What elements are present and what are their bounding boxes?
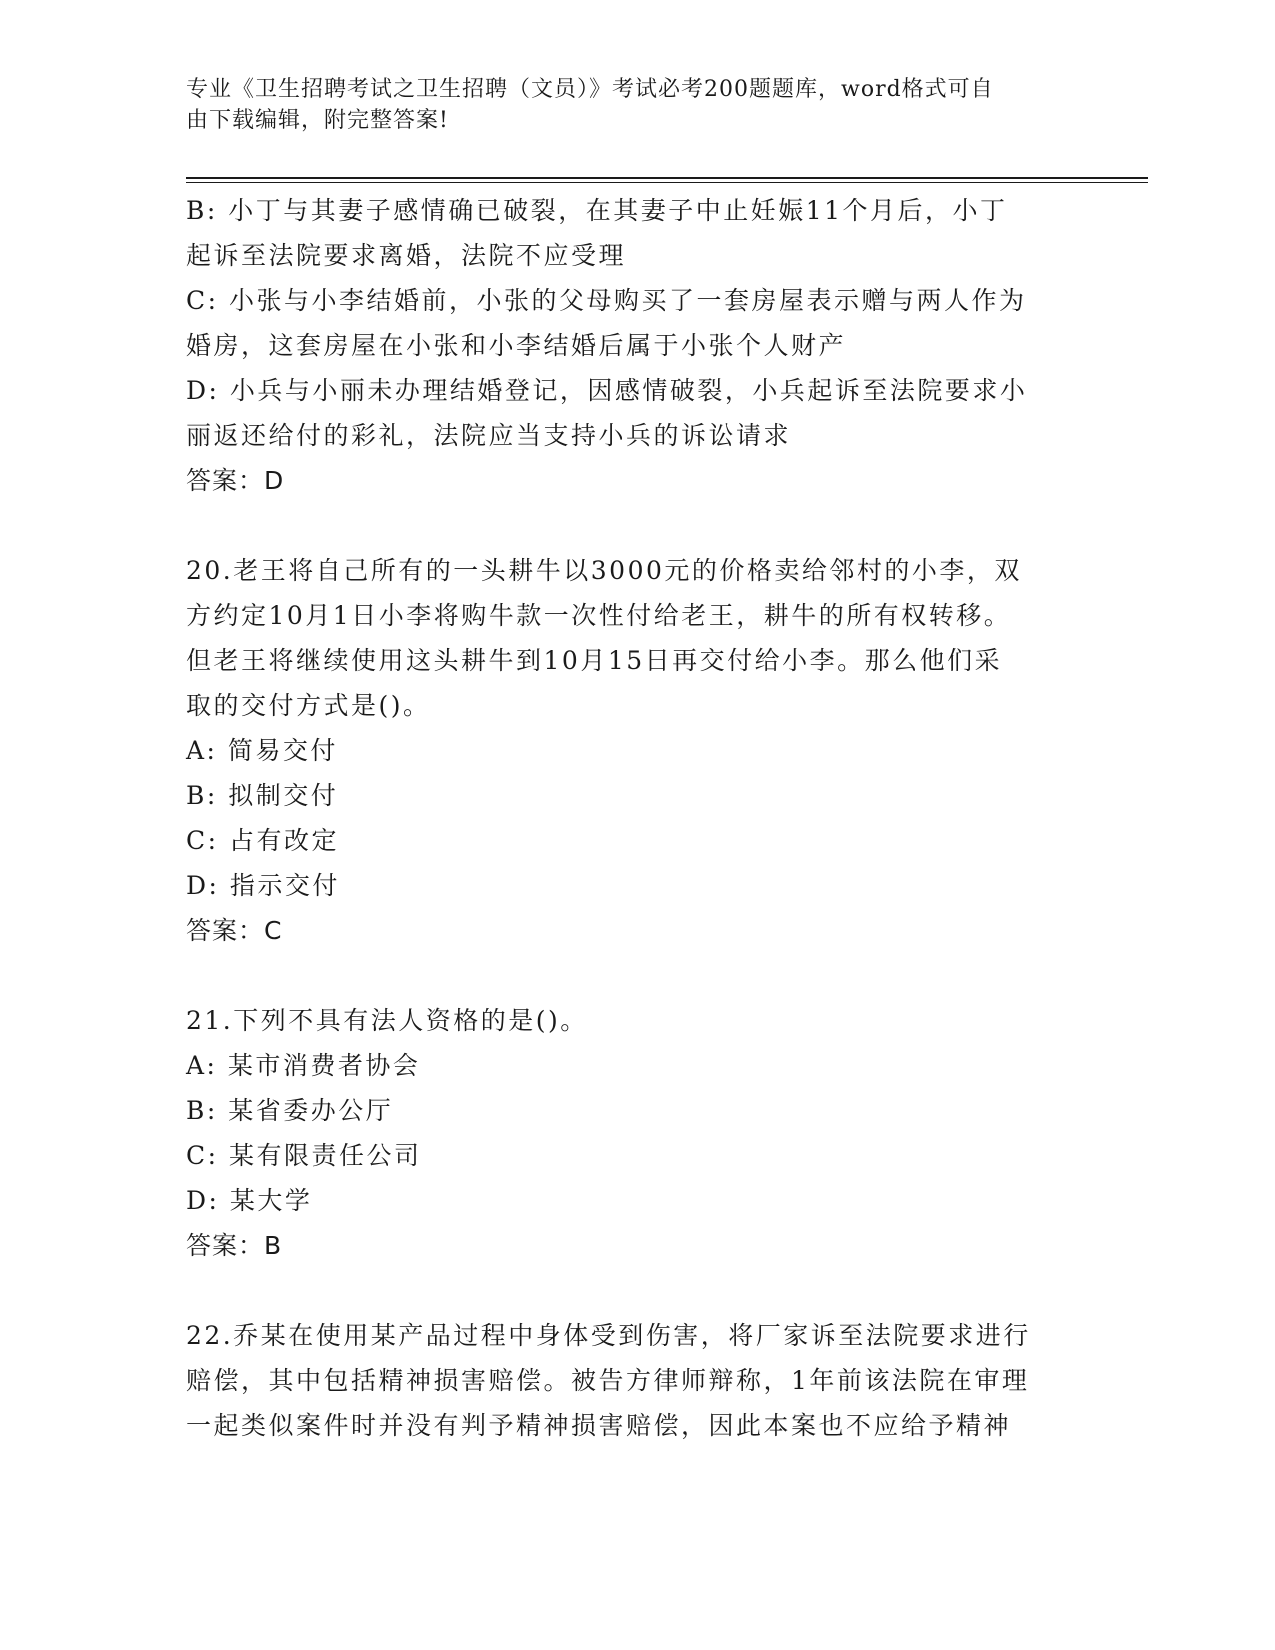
option-c-line-1: C: 小张与小李结婚前，小张的父母购买了一套房屋表示赠与两人作为 [186, 286, 1027, 315]
document-body [186, 188, 1086, 1448]
question-stem-line-2: 赔偿，其中包括精神损害赔偿。被告方律师辩称，1年前该法院在审理 [186, 1366, 1030, 1395]
option-a: A: 简易交付 [186, 736, 338, 765]
spacer [186, 1268, 1086, 1313]
question-20 [186, 548, 1086, 953]
header-line-2: 由下载编辑，附完整答案! [186, 108, 449, 133]
option-b-line-1: B: 小丁与其妻子感情确已破裂，在其妻子中止妊娠11个月后，小丁 [186, 196, 1008, 225]
option-d-line-1: D: 小兵与小丽未办理结婚登记，因感情破裂，小兵起诉至法院要求小 [186, 376, 1028, 405]
option-a: A: 某市消费者协会 [186, 1051, 421, 1080]
header-rule [186, 177, 1148, 179]
spacer [186, 953, 1086, 998]
header-rule-thin [186, 182, 1148, 183]
option-c-line-2: 婚房，这套房屋在小张和小李结婚后属于小张个人财产 [186, 331, 847, 360]
answer-line: 答案：D [186, 466, 285, 495]
option-b: B: 拟制交付 [186, 781, 339, 810]
option-d: D: 指示交付 [186, 871, 340, 900]
header-line-1: 专业《卫生招聘考试之卫生招聘（文员）》考试必考200题题库，word格式可自 [186, 77, 994, 102]
question-stem-line-3: 但老王将继续使用这头耕牛到10月15日再交付给小李。那么他们采 [186, 646, 1003, 675]
question-stem-line-1: 21.下列不具有法人资格的是()。 [186, 1006, 588, 1035]
question-stem-line-3: 一起类似案件时并没有判予精神损害赔偿，因此本案也不应给予精神 [186, 1411, 1012, 1440]
option-b-line-2: 起诉至法院要求离婚，法院不应受理 [186, 241, 627, 270]
option-d-line-2: 丽返还给付的彩礼，法院应当支持小兵的诉讼请求 [186, 421, 792, 450]
question-stem-line-1: 22.乔某在使用某产品过程中身体受到伤害，将厂家诉至法院要求进行 [186, 1321, 1031, 1350]
option-b: B: 某省委办公厅 [186, 1096, 394, 1125]
answer-line: 答案：C [186, 916, 283, 945]
question-19-tail [186, 188, 1086, 503]
question-22 [186, 1313, 1086, 1448]
option-d: D: 某大学 [186, 1186, 313, 1215]
question-stem-line-1: 20.老王将自己所有的一头耕牛以3000元的价格卖给邻村的小李，双 [186, 556, 1022, 585]
question-stem-line-2: 方约定10月1日小李将购牛款一次性付给老王，耕牛的所有权转移。 [186, 601, 1012, 630]
option-c: C: 占有改定 [186, 826, 339, 855]
answer-line: 答案：B [186, 1231, 283, 1260]
question-stem-line-4: 取的交付方式是()。 [186, 691, 431, 720]
question-21 [186, 998, 1086, 1268]
document-header [186, 74, 1066, 136]
option-c: C: 某有限责任公司 [186, 1141, 422, 1170]
spacer [186, 503, 1086, 548]
